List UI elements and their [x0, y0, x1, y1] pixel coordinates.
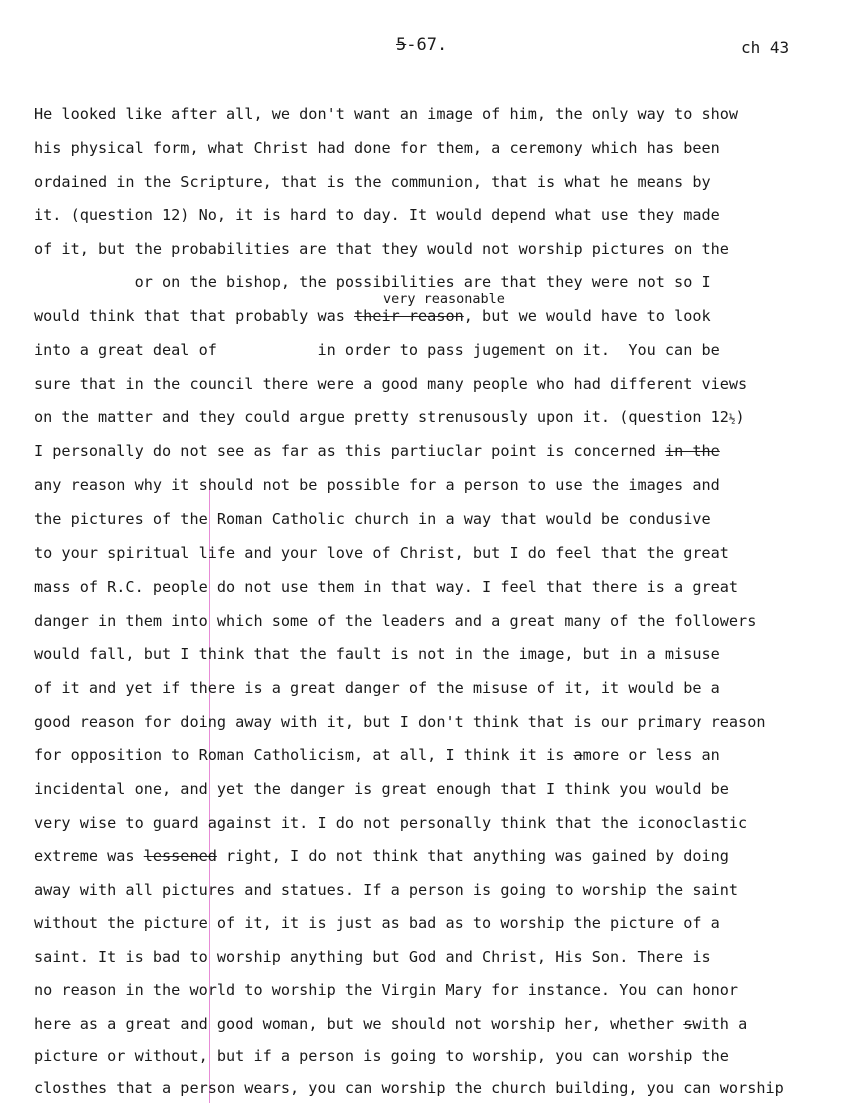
text-line-16	[34, 611, 756, 631]
line-23-text-b: right, I do not think that anything was gained by doing	[216, 847, 729, 865]
text-line-30	[34, 1078, 784, 1098]
struck-text: their reason	[354, 307, 464, 325]
line-4-text: it. (question 12) No, it is hard to day. It would depend what use they made	[34, 206, 720, 224]
line-28-text-b: as a great and good woman, but we should not worship her, whether	[70, 1015, 684, 1033]
fraction-half: ½	[728, 412, 736, 425]
struck-page-number: 5	[396, 35, 407, 55]
line-17-text: would fall, but I think that the fault is not in the image, but in a misuse	[34, 645, 720, 663]
text-line-24	[34, 880, 738, 900]
line-7-text-b: , but we would have to look	[463, 307, 711, 325]
text-line-13	[34, 509, 711, 529]
line-22-text: very wise to guard against it. I do not personally think that the iconoclastic	[34, 814, 748, 832]
text-line-19	[34, 712, 766, 732]
line-28-text-c: with a	[692, 1015, 748, 1033]
struck-letter: e	[61, 1015, 71, 1033]
line-9-text: sure that in the council there were a good many people who had different views	[34, 375, 748, 393]
handwritten-insert: very reasonable	[383, 291, 505, 307]
line-28-text-a: her	[34, 1015, 62, 1033]
line-10-close-paren: )	[735, 408, 745, 426]
line-20-text-a: for opposition to Roman Catholicism, at all, I think it is	[34, 746, 574, 764]
line-3-text: ordained in the Scripture, that is the communion, that is what he means by	[34, 173, 711, 191]
line-1-text: He looked like after all, we don't want an image of him, the only way to show	[34, 105, 739, 123]
text-line-23	[34, 846, 729, 866]
line-14-text: to your spiritual life and your love of Christ, but I do feel that the great	[34, 544, 729, 562]
line-27-text: no reason in the world to worship the Virgin Mary for instance. You can honor	[34, 981, 739, 999]
text-line-18	[34, 678, 720, 698]
text-line-3	[34, 172, 711, 192]
line-24-text: away with all pictures and statues. If a person is going to worship the saint	[34, 881, 739, 899]
text-line-4	[34, 205, 720, 225]
line-13-text: the pictures of the Roman Catholic church in a way that would be condusive	[34, 510, 711, 528]
line-11-text: I personally do not see as far as this partiuclar point is concerned	[34, 442, 665, 460]
text-line-22	[34, 813, 747, 833]
line-21-text: incidental one, and yet the danger is great enough that I think you would be	[34, 780, 729, 798]
text-line-17	[34, 644, 720, 664]
page-number-separator: -	[406, 35, 417, 55]
text-line-1	[34, 104, 738, 124]
text-line-9	[34, 374, 747, 394]
line-26-text: saint. It is bad to worship anything but God and Christ, His Son. There is	[34, 948, 711, 966]
line-30-text: closthes that a person wears, you can worship the church building, you can worship	[34, 1079, 784, 1097]
text-line-26	[34, 947, 711, 967]
text-line-10	[34, 407, 745, 429]
text-line-7	[34, 306, 711, 326]
line-29-text: picture or without, but if a person is going to worship, you can worship the	[34, 1047, 729, 1065]
text-line-5	[34, 239, 729, 259]
text-line-12	[34, 475, 720, 495]
text-line-29	[34, 1046, 729, 1066]
text-line-14	[34, 543, 729, 563]
page-number	[396, 35, 447, 55]
text-line-15	[34, 577, 738, 597]
text-line-25	[34, 913, 720, 933]
text-line-20	[34, 745, 720, 765]
line-5-text: of it, but the probabilities are that they would not worship pictures on the	[34, 240, 729, 258]
line-16-text: danger in them into which some of the leaders and a great many of the followers	[34, 612, 757, 630]
text-line-21	[34, 779, 729, 799]
line-20-text-b: more or less an	[582, 746, 720, 764]
line-10-text: on the matter and they could argue pretty strenusously upon it. (question 12	[34, 408, 729, 426]
line-19-text: good reason for doing away with it, but I don't think that is our primary reason	[34, 713, 766, 731]
page-number-value: 67.	[416, 35, 448, 55]
line-8-text: into a great deal of in order to pass jugement on it. You can be	[34, 341, 720, 359]
text-line-2	[34, 138, 720, 158]
chapter-label: ch 43	[741, 38, 790, 57]
line-6-text: or on the bishop, the possibilities are that they were not so I	[34, 273, 711, 291]
line-7-text-a: would think that that probably was	[34, 307, 355, 325]
text-line-8	[34, 340, 720, 360]
text-line-11	[34, 441, 720, 461]
line-18-text: of it and yet if there is a great danger of the misuse of it, it would be a	[34, 679, 720, 697]
line-2-text: his physical form, what Christ had done for them, a ceremony which has been	[34, 139, 720, 157]
line-23-text-a: extreme was	[34, 847, 144, 865]
struck-letter: s	[683, 1015, 693, 1033]
line-12-text: any reason why it should not be possible for a person to use the images and	[34, 476, 720, 494]
struck-text: lessened	[143, 847, 217, 865]
text-line-28	[34, 1014, 747, 1034]
line-25-text: without the picture of it, it is just as bad as to worship the picture of a	[34, 914, 720, 932]
line-15-text: mass of R.C. people do not use them in that way. I feel that there is a great	[34, 578, 739, 596]
struck-text: in the	[664, 442, 720, 460]
text-line-6	[34, 272, 711, 292]
text-line-27	[34, 980, 738, 1000]
struck-text: a	[573, 746, 583, 764]
